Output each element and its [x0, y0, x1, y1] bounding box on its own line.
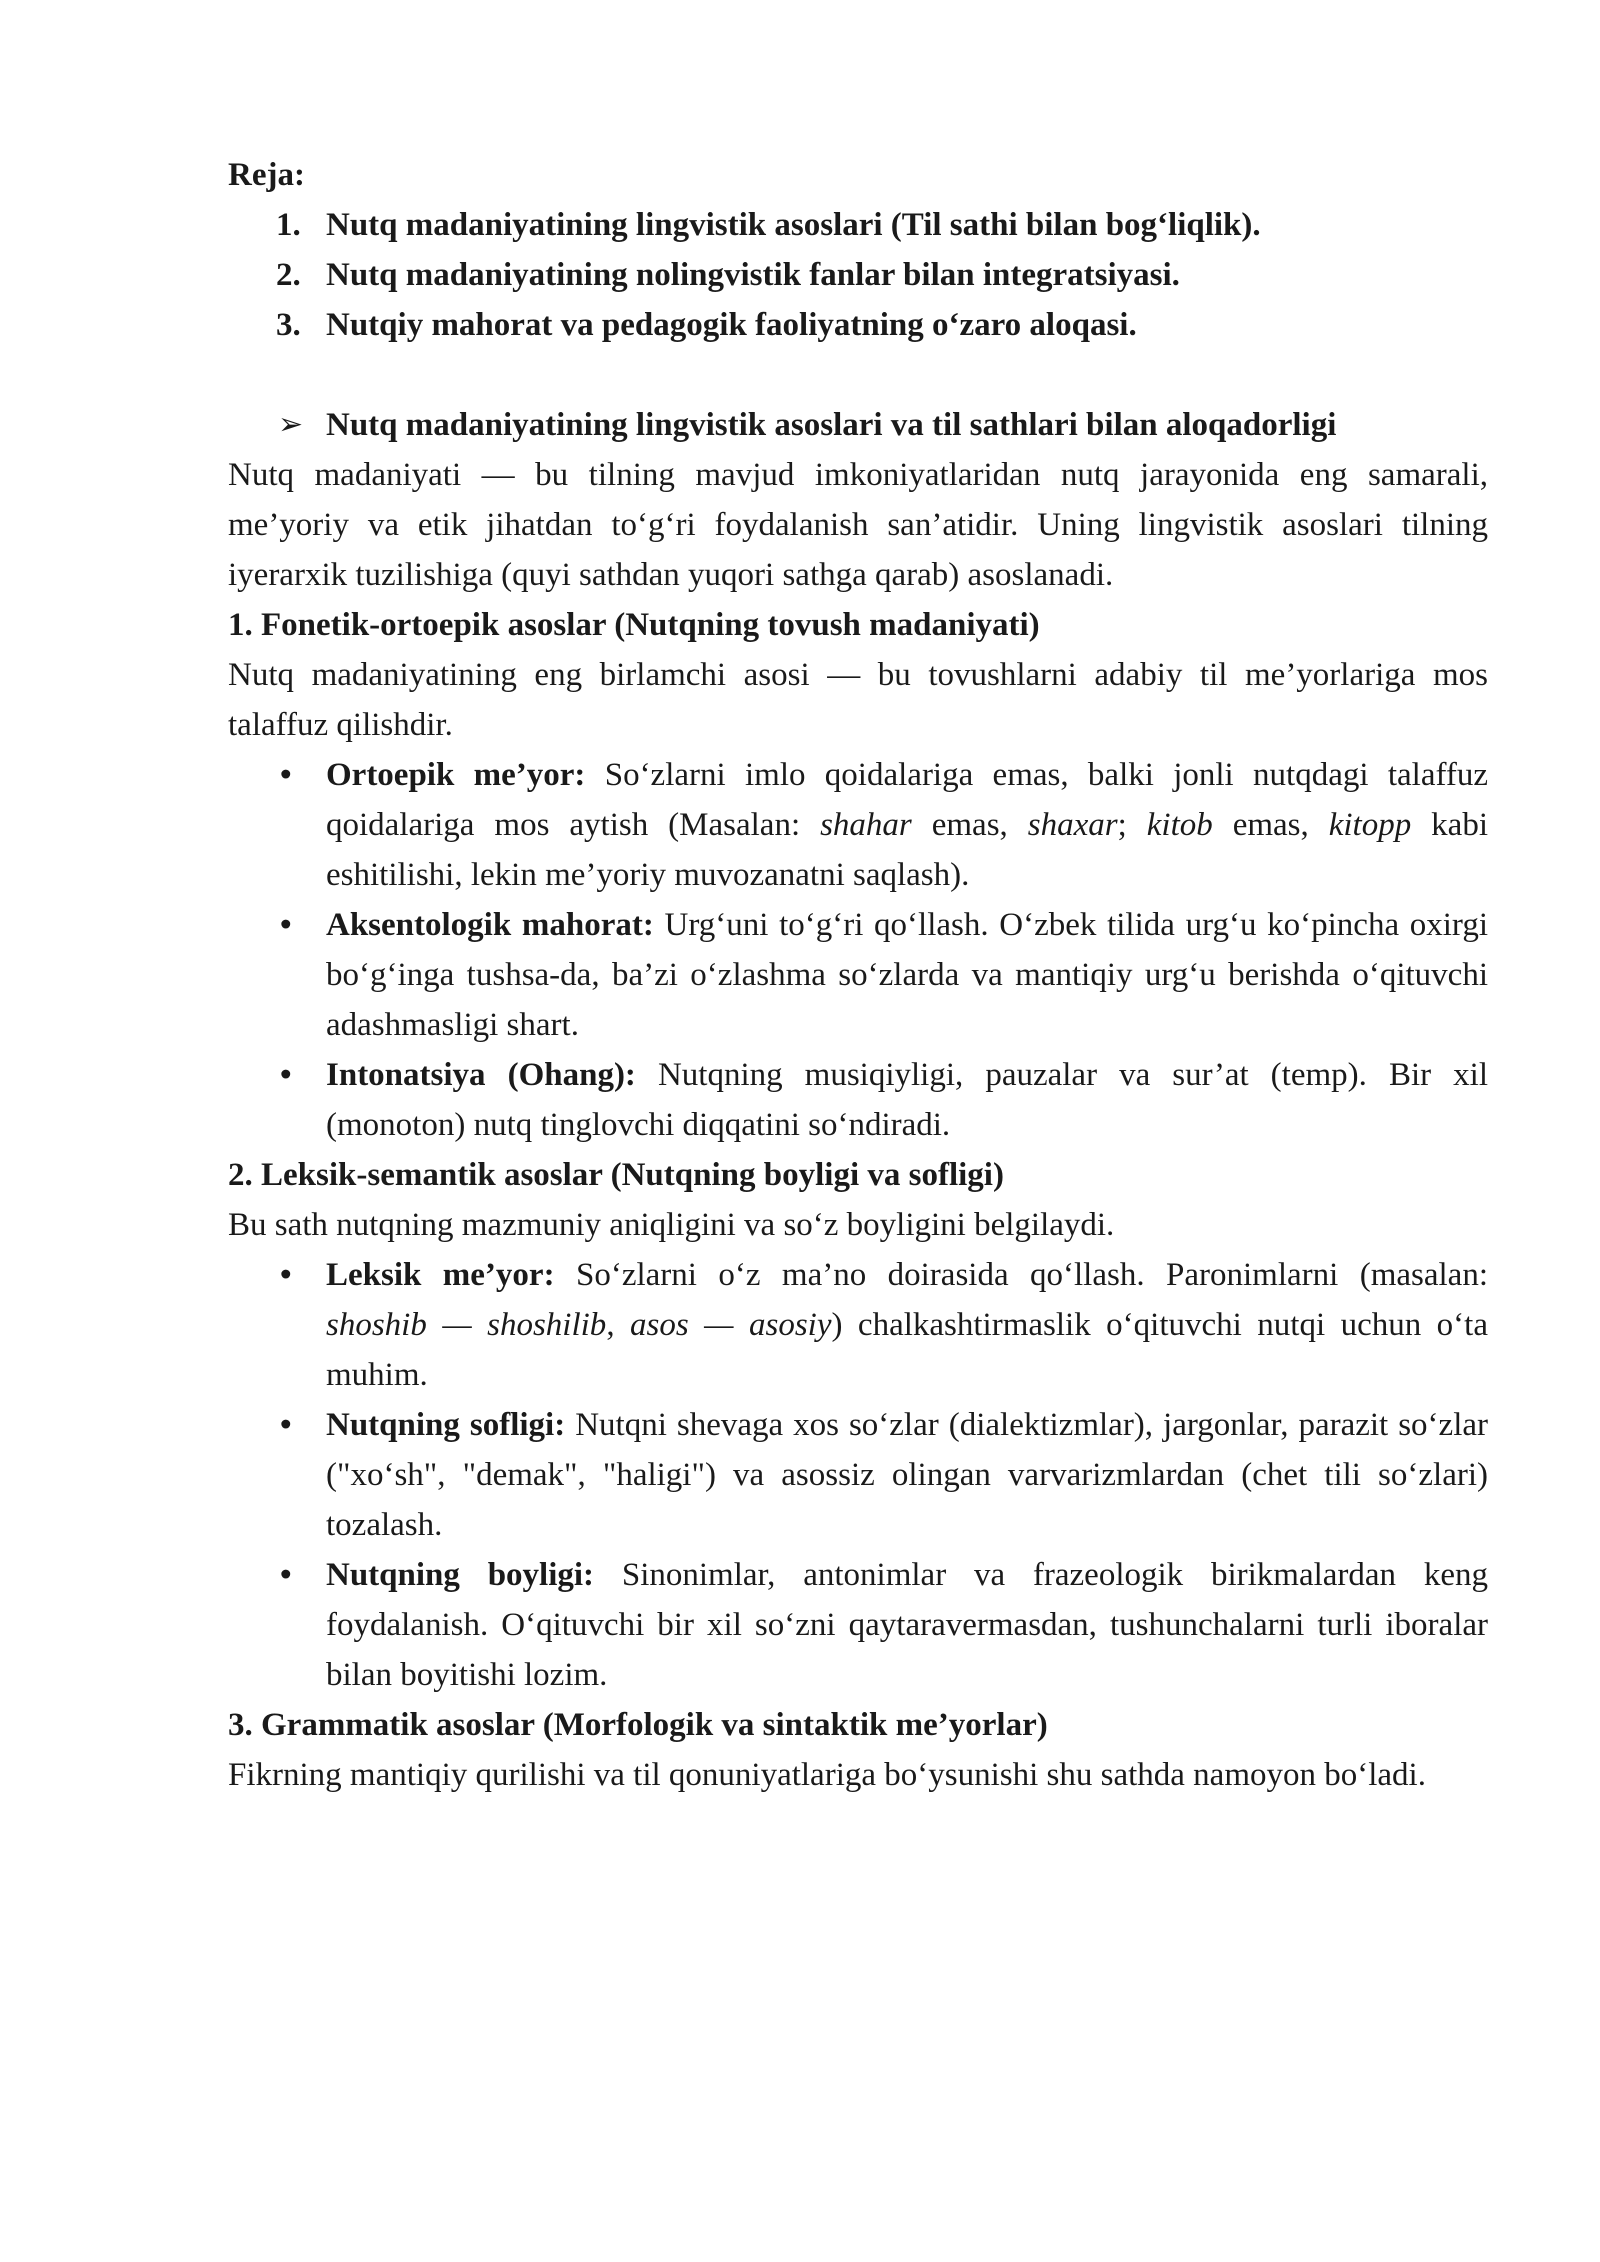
example-word: shaxar [1027, 807, 1118, 843]
arrow-right-icon: ➢ [278, 407, 304, 442]
bullet-text: ; [1117, 807, 1147, 843]
bullet-icon: • [280, 1557, 292, 1593]
bullet-icon: • [280, 757, 292, 793]
section-3-heading: 3. Grammatik asoslar (Morfologik va sintaktik me’yorlar) [228, 1707, 1048, 1743]
plan-item-text: Nutq madaniyatining nolingvistik fanlar bilan integratsiyasi. [326, 257, 1180, 293]
bullet-text: kabi eshitilishi, lekin me’yoriy muvozanatni saqlash). [326, 807, 1488, 893]
list-item [228, 1550, 1488, 1700]
bullet-term: Intonatsiya (Ohang): [326, 1057, 636, 1093]
bullet-text: , [606, 1307, 631, 1343]
intro-paragraph: Nutq madaniyati — bu tilning mavjud imkoniyatlaridan nutq jarayonida eng samarali, me’yoriy va etik jihatdan to‘g‘ri foydalanish san’atidir. Uning lingvistik asoslari tilning iyerarxik tuzilishiga (quyi sathdan yuqori sathga qarab) asoslanadi. [228, 457, 1488, 593]
bullet-icon: • [280, 1257, 292, 1293]
bullet-term: Ortoepik me’yor: [326, 757, 586, 793]
example-word: shahar [820, 807, 912, 843]
list-item [228, 1050, 1488, 1150]
bullet-text: Nutqni shevaga xos so‘zlar (dialektizmlar), jargonlar, parazit so‘zlar ("xo‘sh", "demak", "haligi") va asossiz olingan varvarizmlardan (chet tili so‘zlari) tozalash. [326, 1407, 1488, 1543]
bullet-text: Sinonimlar, antonimlar va frazeologik birikmalardan keng foydalanish. O‘qituvchi bir xil so‘zni qaytaravermasdan, tushunchalarni turli iboralar bilan boyitishi lozim. [326, 1557, 1488, 1693]
bullet-text: emas, [1212, 807, 1329, 843]
list-item [228, 1250, 1488, 1400]
plan-item-text: Nutqiy mahorat va pedagogik faoliyatning o‘zaro aloqasi. [326, 307, 1137, 343]
blank-line [228, 350, 1488, 400]
plan-item-number: 2. [276, 257, 301, 293]
bullet-icon: • [280, 1407, 292, 1443]
document-page [228, 150, 1488, 1800]
example-word: kitopp [1328, 807, 1412, 843]
section-heading-text: Nutq madaniyatining lingvistik asoslari va til sathlari bilan aloqadorligi [326, 407, 1337, 443]
section-2-heading: 2. Leksik-semantik asoslar (Nutqning boyligi va sofligi) [228, 1157, 1004, 1193]
bullet-term: Nutqning sofligi: [326, 1407, 566, 1443]
example-word: shoshib — shoshilib [326, 1307, 607, 1343]
bullet-text: So‘zlarni o‘z ma’no doirasida qo‘llash. Paronimlarni (masalan: [554, 1257, 1488, 1293]
plan-item-text: Nutq madaniyatining lingvistik asoslari (Til sathi bilan bog‘liqlik). [326, 207, 1261, 243]
section-2-bullets [228, 1250, 1488, 1700]
list-item [228, 750, 1488, 900]
section-1-heading: 1. Fonetik-ortoepik asoslar (Nutqning tovush madaniyati) [228, 607, 1040, 643]
bullet-icon: • [280, 1057, 292, 1093]
section-1-paragraph: Nutq madaniyatining eng birlamchi asosi — bu tovushlarni adabiy til me’yorlariga mos talaffuz qilishdir. [228, 657, 1488, 743]
plan-title: Reja: [228, 157, 305, 193]
plan-item-number: 1. [276, 207, 301, 243]
bullet-text: emas, [911, 807, 1028, 843]
bullet-term: Aksentologik mahorat: [326, 907, 654, 943]
bullet-term: Nutqning boyligi: [326, 1557, 595, 1593]
bullet-text: So‘zlarni imlo qoidalariga emas, balki jonli nutqdagi talaffuz qoidalariga mos aytish (Masalan: [326, 757, 1488, 843]
example-word: kitob [1146, 807, 1213, 843]
plan-item [228, 250, 1488, 300]
list-item [228, 1400, 1488, 1550]
plan-item [228, 200, 1488, 250]
list-item [228, 900, 1488, 1050]
plan-item-number: 3. [276, 307, 301, 343]
section-heading [228, 400, 1488, 450]
bullet-text: ) chalkashtirmaslik o‘qituvchi nutqi uchun o‘ta muhim. [326, 1307, 1488, 1393]
bullet-term: Leksik me’yor: [326, 1257, 555, 1293]
bullet-icon: • [280, 907, 292, 943]
bullet-text: Nutqning musiqiyligi, pauzalar va sur’at (temp). Bir xil (monoton) nutq tinglovchi diqqatini so‘ndiradi. [326, 1057, 1488, 1143]
bullet-text: Urg‘uni to‘g‘ri qo‘llash. O‘zbek tilida urg‘u ko‘pincha oxirgi bo‘g‘inga tushsa-da, ba’zi o‘zlashma so‘zlarda va mantiqiy urg‘u berishda o‘qituvchi adashmasligi shart. [326, 907, 1488, 1043]
section-2-paragraph: Bu sath nutqning mazmuniy aniqligini va so‘z boyligini belgilaydi. [228, 1207, 1115, 1243]
section-3-paragraph: Fikrning mantiqiy qurilishi va til qonuniyatlariga bo‘ysunishi shu sathda namoyon bo‘ladi. [228, 1757, 1426, 1793]
plan-list [228, 200, 1488, 350]
plan-item [228, 300, 1488, 350]
section-1-bullets [228, 750, 1488, 1150]
example-word: asos — asosiy [630, 1307, 832, 1343]
